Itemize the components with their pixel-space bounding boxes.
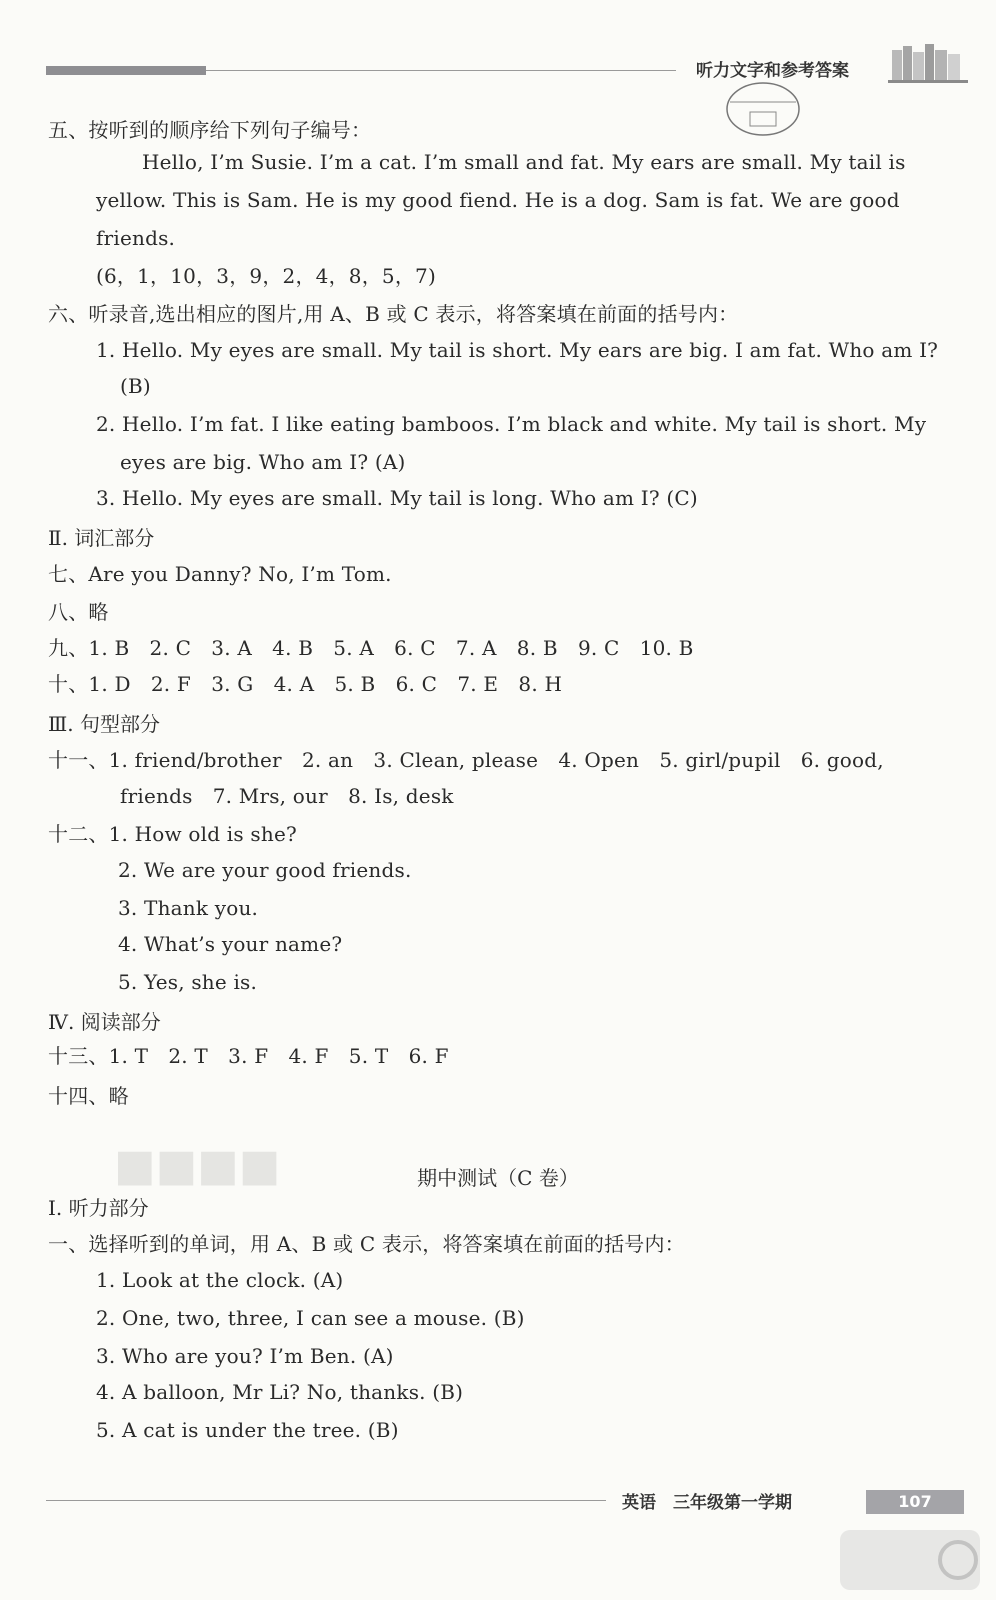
footer-subject: 英语 三年级第一学期 [622, 1493, 792, 1513]
section-12-line: 5. Yes, she is. [118, 970, 258, 994]
item-line: 3. Hello. My eyes are small. My tail is long. Who am I? (C) [96, 486, 698, 510]
item-line: 3. Who are you? I’m Ben. (A) [96, 1344, 394, 1368]
part-2-heading: Ⅱ. 词汇部分 [48, 526, 155, 550]
section-12-line: 4. What’s your name? [118, 932, 343, 956]
item-line: 2. One, two, three, I can see a mouse. (B) [96, 1306, 525, 1330]
books-icon [888, 40, 968, 84]
section-5-title: 五、按听到的顺序给下列句子编号： [48, 118, 372, 142]
stamp-icon [724, 80, 802, 138]
section-6-title: 六、听录音,选出相应的图片,用 A、B 或 C 表示，将答案填在前面的括号内： [48, 302, 739, 326]
section-14-line: 十四、略 [48, 1084, 129, 1108]
footer-rule [46, 1500, 606, 1501]
page-number: 107 [866, 1490, 964, 1514]
section-13-line: 十三、1. T 2. T 3. F 4. F 5. T 6. F [48, 1044, 449, 1068]
section-7-line: 七、Are you Danny? No, I’m Tom. [48, 562, 392, 586]
section-12-line: 3. Thank you. [118, 896, 259, 920]
section-10-line: 十、1. D 2. F 3. G 4. A 5. B 6. C 7. E 8. H [48, 672, 563, 696]
header-bar [46, 66, 206, 75]
item-line: 1. Hello. My eyes are small. My tail is short. My ears are big. I am fat. Who am I? [96, 338, 939, 362]
section-12-line: 十二、1. How old is she? [48, 822, 297, 846]
answer-line: (6，1，10，3，9，2，4，8，5，7) [96, 264, 436, 288]
watermark-graphic: ■■■■ [114, 1140, 281, 1191]
section-1-title: 一、选择听到的单词，用 A、B 或 C 表示，将答案填在前面的括号内： [48, 1232, 685, 1256]
part-4-heading: Ⅳ. 阅读部分 [48, 1010, 161, 1034]
passage-line: yellow. This is Sam. He is my good fiend. He is a dog. Sam is fat. We are good [96, 188, 900, 212]
header-title: 听力文字和参考答案 [696, 61, 849, 81]
item-line: 2. Hello. I’m fat. I like eating bamboos. I’m black and white. My tail is short. My [96, 412, 927, 436]
passage-line: Hello, I’m Susie. I’m a cat. I’m small and fat. My ears are small. My tail is [142, 150, 906, 174]
corner-watermark-logo [830, 1520, 990, 1600]
item-line: 1. Look at the clock. (A) [96, 1268, 344, 1292]
section-11-line: 十一、1. friend/brother 2. an 3. Clean, please 4. Open 5. girl/pupil 6. good, [48, 748, 884, 772]
item-line: 4. A balloon, Mr Li? No, thanks. (B) [96, 1380, 464, 1404]
section-9-line: 九、1. B 2. C 3. A 4. B 5. A 6. C 7. A 8. B 9. C 10. B [48, 636, 694, 660]
passage-line: friends. [96, 226, 176, 250]
item-line: 5. A cat is under the tree. (B) [96, 1418, 399, 1442]
item-line: (B) [120, 374, 151, 398]
section-11-line: friends 7. Mrs, our 8. Is, desk [120, 784, 454, 808]
part-3-heading: Ⅲ. 句型部分 [48, 712, 161, 736]
section-8-line: 八、略 [48, 600, 109, 624]
item-line: eyes are big. Who am I? (A) [120, 450, 406, 474]
part-1-heading: Ⅰ. 听力部分 [48, 1196, 149, 1220]
section-12-line: 2. We are your good friends. [118, 858, 412, 882]
header-rule [206, 70, 676, 71]
midterm-title: 期中测试（C 卷） [417, 1166, 579, 1190]
